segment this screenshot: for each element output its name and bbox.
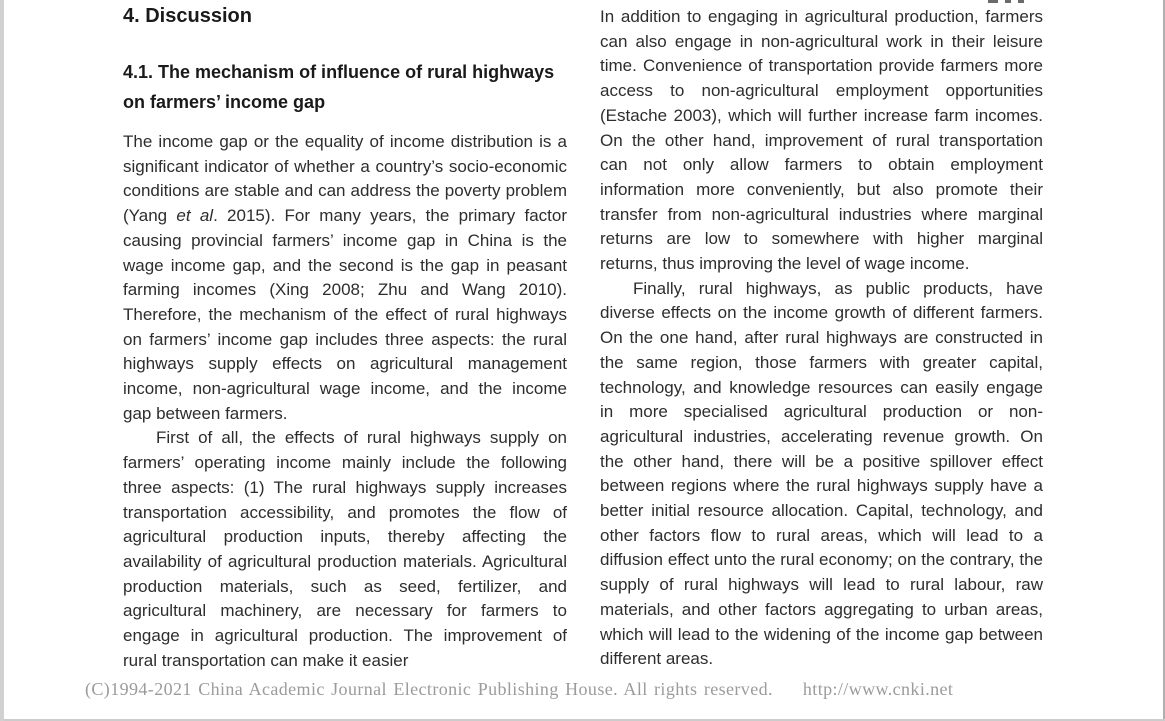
text-segment: In addition to engaging in agricultural production, farmers can also engage in non-agricultural work in their leisure time. Convenience of transportation provide farmers more access to non-agricultural employment opportunities (Estache 2003), which will further increase farm incomes. On the other hand, improvement of rural transportation can not only allow farmers to obtain employment information more conveniently, but also promote their transfer from non-agricultural industries where marginal returns are low to somewhere with higher marginal returns, thus improving the level of wage income. (600, 7, 1043, 274)
subsection-heading: 4.1. The mechanism of influence of rural highways on farmers’ income gap (123, 62, 555, 112)
paragraph (600, 5, 1043, 277)
right-column (600, 2, 1043, 672)
left-column (123, 0, 567, 673)
text-segment: . 2015). For many years, the primary factor causing provincial farmers’ income gap in China is the wage income gap, and the second is the gap in peasant farming incomes (Xing 2008; Zhu and Wang 2010). Therefore, the mechanism of the effect of rural highways on farmers’ income gap includes three aspects: the rural highways supply effects on agricultural management income, non-agricultural wage income, and the income gap between farmers. (123, 206, 568, 423)
section-heading: 4. Discussion (123, 5, 252, 27)
copyright-text: (C)1994-2021 China Academic Journal Electronic Publishing House. All rights reserved. (85, 679, 773, 699)
watermark-footer (85, 679, 953, 700)
text-segment: The income gap or the equality of income distribution is a significant indicator of whether a country’s socio-economic conditions are stable and can address the poverty problem (Yang (123, 132, 567, 226)
paragraph (123, 426, 567, 673)
text-segment: First of all, the effects of rural highways supply on farmers’ operating income mainly include the following three aspects: (1) The rural highways supply increases transportation accessibility, and promotes the flow of agricultural production inputs, thereby affecting the availability of agricultural production materials. Agricultural production materials, such as seed, fertilizer, and agricultural machinery, are necessary for farmers to engage in agricultural production. The improvement of rural transportation can make it easier (123, 428, 567, 670)
paragraph (600, 277, 1043, 672)
footer-url: http://www.cnki.net (802, 679, 954, 699)
page-left-edge (0, 0, 4, 721)
italic-text-segment: et al (176, 206, 214, 226)
right-column-text (600, 5, 1043, 672)
left-column-text (123, 130, 567, 673)
text-segment: Finally, rural highways, as public products, have diverse effects on the income growth of different farmers. On the one hand, after rural highways are constructed in the same region, those farmers with greater capital, technology, and knowledge resources can easily engage in more specialised agricultural production or non-agricultural industries, accelerating revenue growth. On the other hand, there will be a positive spillover effect between regions where the rural highways supply have a better initial resource allocation. Capital, technology, and other factors flow to rural areas, which will lead to a diffusion effect unto the rural economy; on the contrary, the supply of rural highways will lead to rural labour, raw materials, and other factors aggregating to urban areas, which will lead to the widening of the income gap between different areas. (600, 278, 1043, 669)
paragraph (123, 130, 567, 426)
